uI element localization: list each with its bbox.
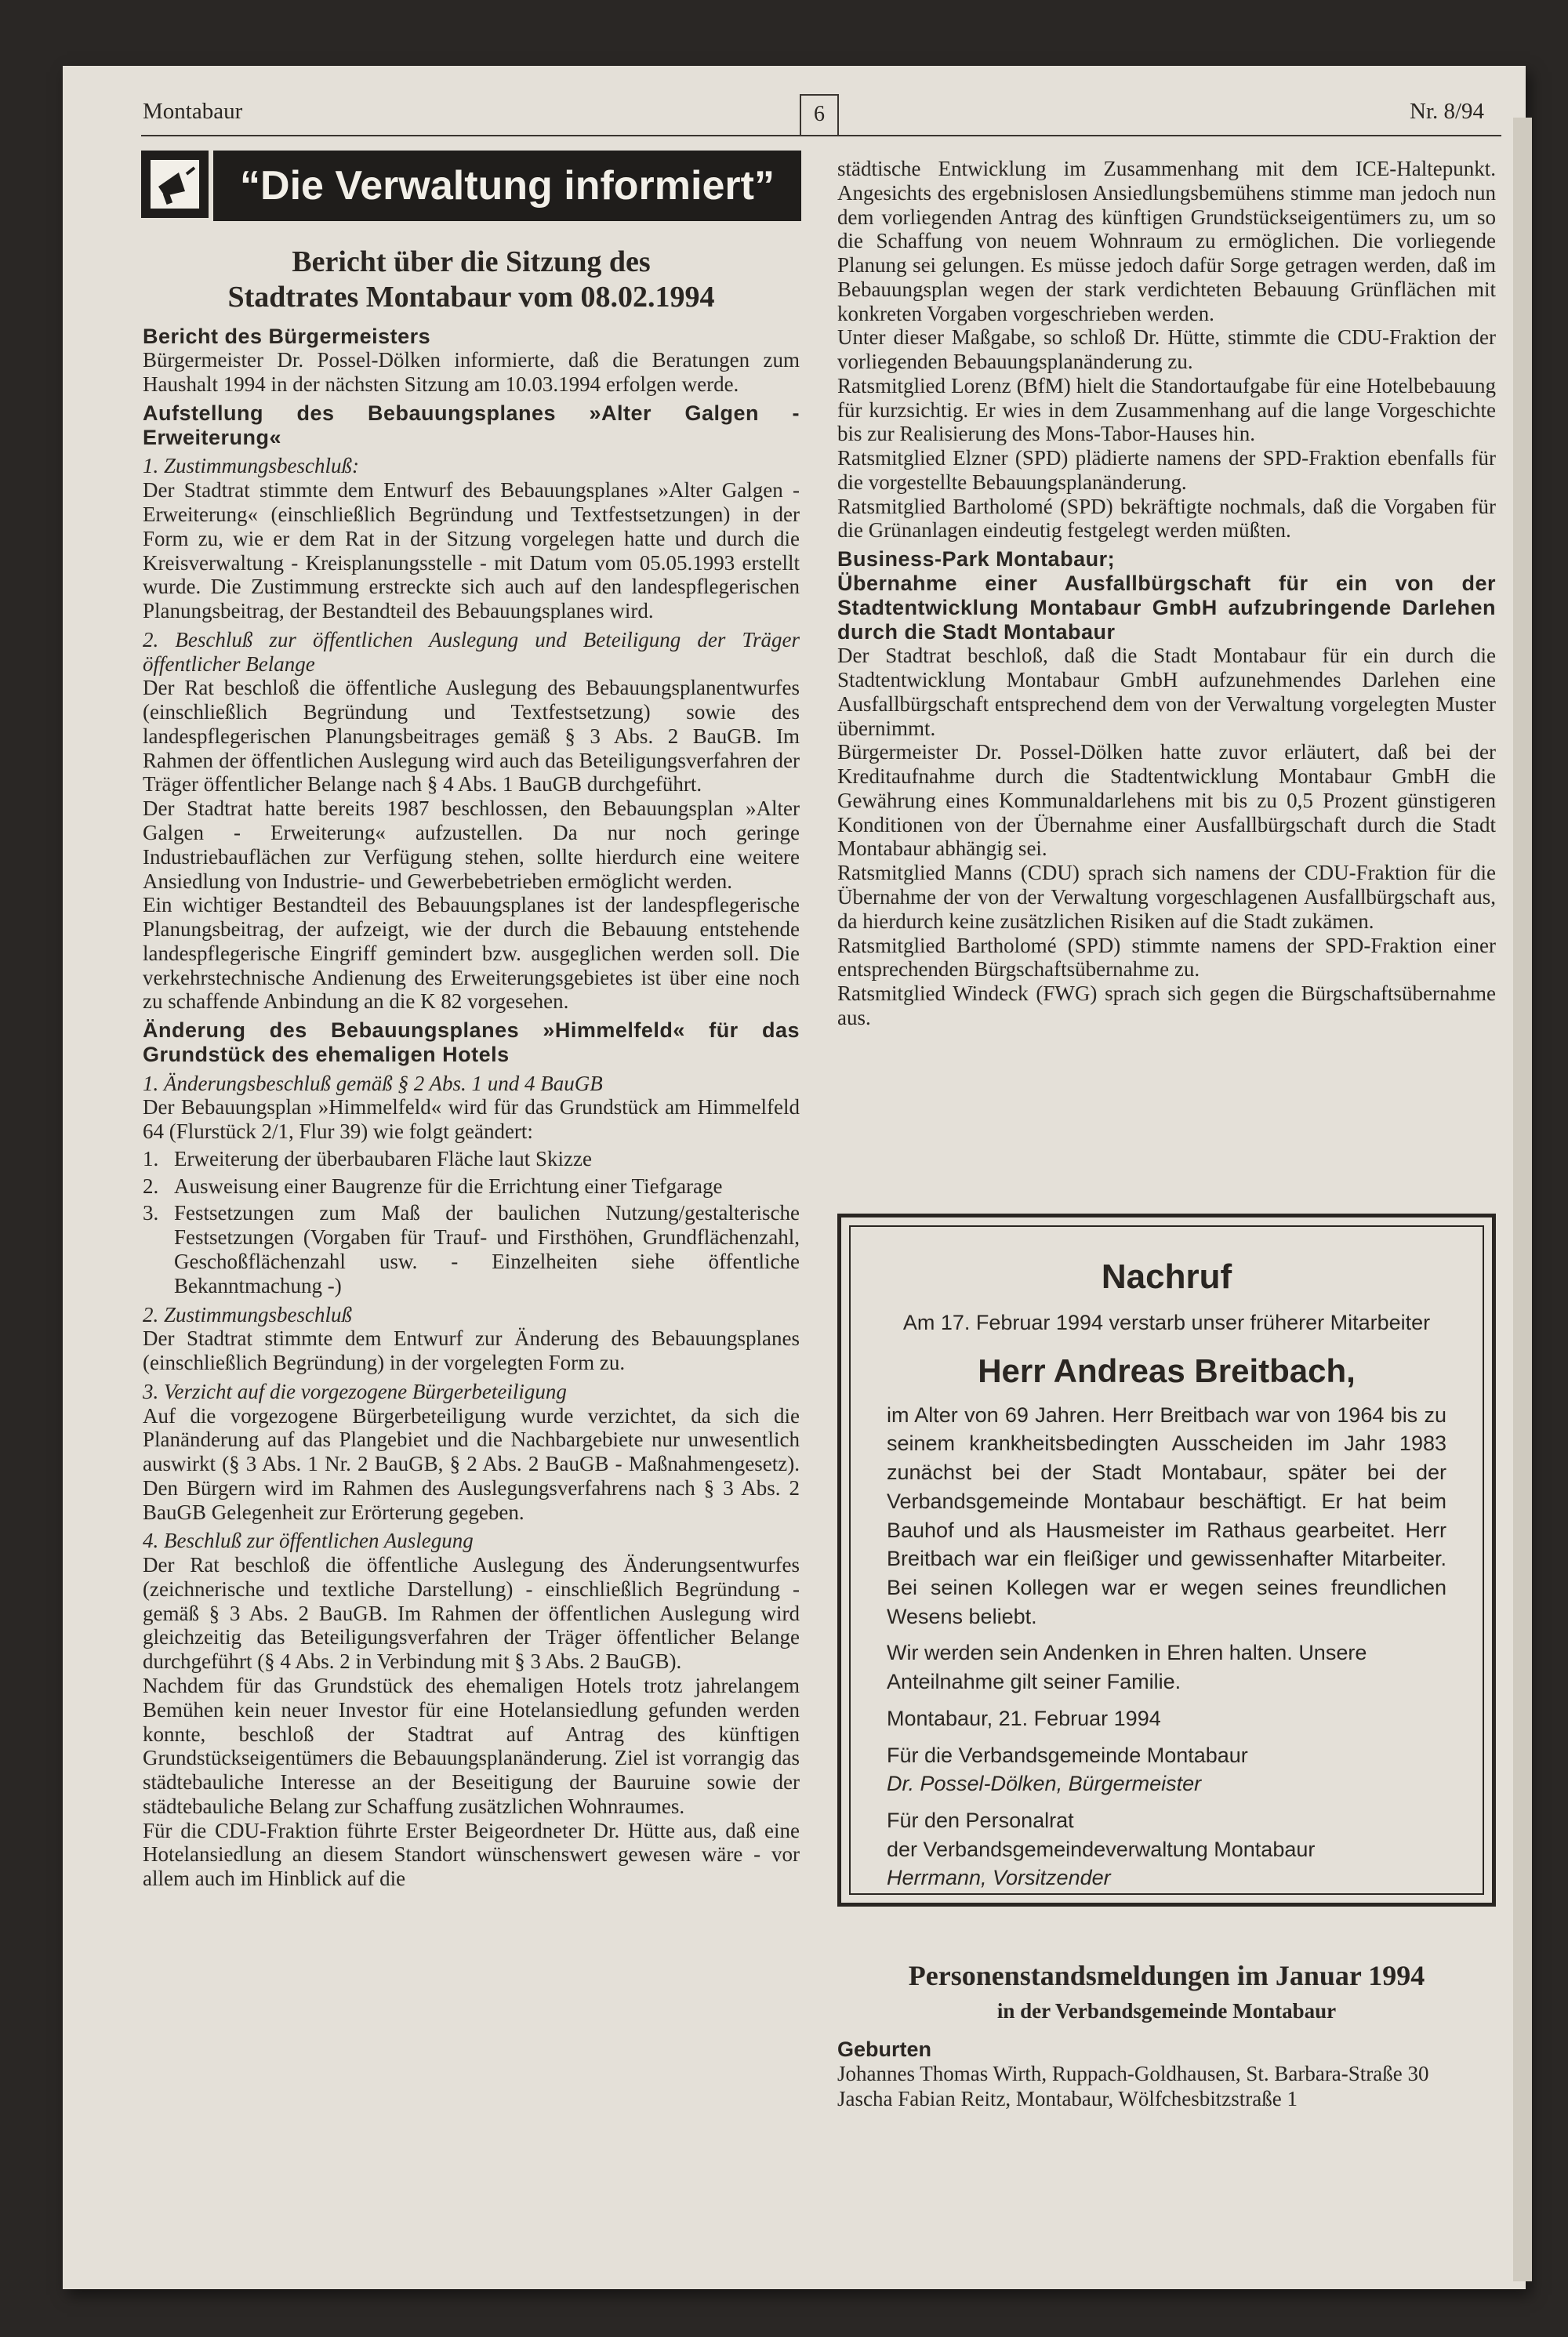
- paragraph: Ratsmitglied Lorenz (BfM) hielt die Standortaufgabe für eine Hotelbebauung für kurzsichtig. Er wies in dem Zusammenhang auf die lange Vorgeschichte bis zur Realisierung des Mons-Tabor-Hauses hin.: [837, 373, 1496, 446]
- section-heading: Übernahme einer Ausfallbürgschaft für ein von der Stadtentwicklung Montabaur GmbH aufzubringende Darlehen durch die Stadt Montabaur: [837, 572, 1496, 644]
- obituary-intro: Am 17. Februar 1994 verstarb unser früherer Mitarbeiter: [902, 1310, 1431, 1334]
- right-column: [837, 157, 1496, 1030]
- subheading: 2. Zustimmungsbeschluß: [143, 1302, 353, 1326]
- list-item: Jascha Fabian Reitz, Montabaur, Wölfchesbitzstraße 1: [837, 2086, 1298, 2110]
- paragraph: Bürgermeister Dr. Possel-Dölken informierte, daß die Beratungen zum Haushalt 1994 in der nächsten Sitzung am 10.03.1994 erfolgen werde.: [143, 348, 800, 397]
- list-item: Johannes Thomas Wirth, Ruppach-Goldhausen, St. Barbara-Straße 30: [837, 2062, 1429, 2086]
- paragraph: Der Rat beschloß die öffentliche Auslegung des Änderungsentwurfes (zeichnerische und textliche Darstellung) - einschließlich Begründung - gemäß § 3 Abs. 2 BauGB. Im Rahmen der öffentlichen Auslegung wird gleichzeitig das Beteiligungsverfahren der Träger öffentlicher Belange durchgeführt (§ 4 Abs. 2 in Verbindung mit § 3 Abs. 2 BauGB).: [143, 1553, 800, 1674]
- article-title-line2: Stadtrates Montabaur vom 08.02.1994: [227, 280, 715, 314]
- paragraph: Ratsmitglied Bartholomé (SPD) bekräftigte nochmals, daß die Vorgaben für die Grünanlagen eindeutig festgelegt werden müßten.: [837, 494, 1496, 543]
- obituary-box: [837, 1214, 1496, 1907]
- signature-name: Herrmann, Vorsitzender: [887, 1866, 1111, 1890]
- header-town: Montabaur: [143, 99, 243, 124]
- signature-name: Dr. Possel-Dölken, Bürgermeister: [887, 1772, 1202, 1796]
- header-issue: Nr. 8/94: [1410, 99, 1485, 124]
- left-column: [143, 245, 800, 1891]
- births-heading: Geburten: [837, 2038, 932, 2062]
- paragraph: Der Stadtrat hatte bereits 1987 beschlossen, den Bebauungsplan »Alter Galgen - Erweiterung« aufzustellen. Da nur noch geringe Industriebauflächen zur Verfügung stehen, sollte hierdurch eine weitere Ansiedlung von Industrie- und Gewerbebetrieben ermöglicht werden.: [143, 797, 800, 893]
- paragraph: Bürgermeister Dr. Possel-Dölken hatte zuvor erläutert, daß bei der Kreditaufnahme durch die Stadtentwicklung Montabaur GmbH die Gewährung eines Kommunaldarlehens mit bis zu 0,5 Prozent günstigeren Konditionen von der Übernahme einer Ausfallbürgschaft durch die Stadt Montabaur abhängig sei.: [837, 740, 1496, 861]
- paragraph: Für die CDU-Fraktion führte Erster Beigeordneter Dr. Hütte aus, daß eine Hotelansiedlung an diesem Standort wünschenswert gewesen wäre - vor allem auch im Hinblick auf die: [143, 1818, 800, 1891]
- page-number: 6: [800, 94, 839, 136]
- page-edge: [1513, 118, 1532, 2281]
- paragraph: Der Rat beschloß die öffentliche Auslegung des Bebauungsplanentwurfes (einschließlich Begründung und Textfestsetzung) sowie des landespflegerischen Planungsbeitrages gemäß § 3 Abs. 2 BauGB. Im Rahmen der öffentlichen Auslegung wird auch das Beteiligungsverfahren der Träger öffentlicher Belange nach § 4 Abs. 1 BauGB durchgeführt.: [143, 676, 800, 797]
- section-heading: Änderung des Bebauungsplanes »Himmelfeld« für das Grundstück des ehemaligen Hotels: [143, 1018, 800, 1066]
- list-text: Ausweisung einer Baugrenze für die Errichtung einer Tiefgarage: [174, 1174, 723, 1198]
- paragraph: Ratsmitglied Bartholomé (SPD) stimmte namens der SPD-Fraktion einer entsprechenden Bürgschaftsübernahme zu.: [837, 933, 1496, 982]
- obituary-inner-frame: [849, 1225, 1484, 1895]
- paragraph: Der Stadtrat stimmte dem Entwurf des Bebauungsplanes »Alter Galgen - Erweiterung« (einschließlich Begründung und Textfestsetzungen) in der Form zu, wie er dem Rat in der Sitzung vorgelegen hatte und durch die Kreisverwaltung - Kreisplanungsstelle - mit Datum vom 05.05.1993 erstellt wurde. Die Zustimmung erstreckte sich auch auf den landespflegerischen Planungsbeitrag, der Bestandteil des Bebauungsplanes wird.: [143, 478, 800, 623]
- paragraph: Ein wichtiger Bestandteil des Bebauungsplanes ist der landespflegerische Planungsbeitrag, der aufzeigt, wie der durch die Bebauung entstehende landespflegerische Eingriff gemindert bzw. ausgeglichen werden soll. Die verkehrstechnische Andienung des Erweiterungsgebietes ist über eine noch zu schaffende Anbindung an die K 82 vorgesehen.: [143, 893, 800, 1014]
- list-text: Festsetzungen zum Maß der baulichen Nutzung/gestalterische Festsetzungen (Vorgaben für Trauf- und Firsthöhen, Grundflächenzahl, Geschoßflächenzahl usw. - Einzelheiten siehe öffentliche Bekanntmachung -): [174, 1201, 800, 1297]
- obituary-body: im Alter von 69 Jahren. Herr Breitbach war von 1964 bis zu seinem krankheitsbedingten Ausscheiden im Jahr 1983 zunächst bei der Stadt Montabaur, später bei der Verbandsgemeinde Montabaur beschäftigt. Er hat beim Bauhof und als Hausmeister im Rathaus gearbeitet. Herr Breitbach war ein fleißiger und gewissenhafter Mitarbeiter. Bei seinen Kollegen war er wegen seines freundlichen Wesens beliebt.: [887, 1403, 1446, 1628]
- list-text: Erweiterung der überbaubaren Fläche laut Skizze: [174, 1146, 593, 1170]
- obituary-place-date: Montabaur, 21. Februar 1994: [887, 1706, 1161, 1730]
- list-item: [143, 1174, 800, 1199]
- paragraph: Ratsmitglied Windeck (FWG) sprach sich gegen die Bürgschaftsübernahme aus.: [837, 982, 1496, 1029]
- signature-org: Für den Personalrat: [887, 1809, 1074, 1832]
- header-rule: [141, 135, 1501, 136]
- paragraph: Unter dieser Maßgabe, so schloß Dr. Hütte, stimmte die CDU-Fraktion der vorliegenden Bebauungsplanänderung zu.: [837, 325, 1496, 374]
- paragraph: Ratsmitglied Elzner (SPD) plädierte namens der SPD-Fraktion ebenfalls für die vorgestellte Bebauungsplanänderung.: [837, 446, 1496, 494]
- paragraph: städtische Entwicklung im Zusammenhang mit dem ICE-Haltepunkt. Angesichts des ergebnislosen Ansiedlungsbemühens stimme man jedoch nun dem vorliegenden Antrag des künftigen Grundstückseigentümers zu, um so die Schaffung von neuem Wohnraum zu ermöglichen. Die vorliegende Planung sei gelungen. Es müsse jedoch dafür Sorge getragen werden, daß im Bebauungsplan wegen der stark verdichteten Bebauung Grünflächen mit konkreten Vorgaben vorgeschrieben werden.: [837, 157, 1496, 325]
- list-number: 3.: [143, 1201, 159, 1225]
- subheading: 4. Beschluß zur öffentlichen Auslegung: [143, 1529, 474, 1553]
- obituary-title: Nachruf: [1101, 1257, 1232, 1296]
- amendment-list: [143, 1147, 800, 1298]
- paragraph: Ratsmitglied Manns (CDU) sprach sich namens der CDU-Fraktion für die Übernahme der von der Verwaltung vorgeschlagenen Ausfallbürgschaft aus, da hierdurch keine zusätzlichen Risiken auf die Stadt zukämen.: [837, 861, 1496, 933]
- subheading: 1. Änderungsbeschluß gemäß § 2 Abs. 1 und 4 BauGB: [143, 1071, 603, 1095]
- paragraph: Der Stadtrat beschloß, daß die Stadt Montabaur für ein durch die Stadtentwicklung Montabaur GmbH aufzunehmendes Darlehen eine Ausfallbürgschaft entsprechend dem von der Verwaltung vorgelegten Muster übernimmt.: [837, 644, 1496, 740]
- list-number: 1.: [143, 1146, 159, 1170]
- civil-registry-section: [837, 1960, 1496, 2111]
- registry-subtitle: in der Verbandsgemeinde Montabaur: [996, 1998, 1337, 2023]
- paragraph: Auf die vorgezogene Bürgerbeteiligung wurde verzichtet, da sich die Planänderung auf das Plangebiet und die Nachbargebiete nur unwesentlich auswirkt (§ 3 Abs. 1 Nr. 2 BauGB, § 2 Abs. 2 BauGB - Maßnahmengesetz). Den Bürgern wird im Rahmen des Auslegungsverfahrens nach § 3 Abs. 2 BauGB Gelegenheit zur Erörterung gegeben.: [143, 1403, 800, 1524]
- section-heading: Business-Park Montabaur;: [837, 547, 1116, 572]
- paragraph: Der Stadtrat stimmte dem Entwurf zur Änderung des Bebauungsplanes (einschließlich Begründung) in der vorgelegten Form zu.: [143, 1326, 800, 1375]
- section-heading: Bericht des Bürgermeisters: [143, 324, 431, 348]
- section-banner: [141, 151, 801, 221]
- obituary-remembrance: Wir werden sein Andenken in Ehren halten. Unsere Anteilnahme gilt seiner Familie.: [887, 1641, 1367, 1694]
- list-item: [143, 1147, 800, 1171]
- obituary-name: Herr Andreas Breitbach,: [978, 1352, 1356, 1389]
- paragraph: Der Bebauungsplan »Himmelfeld« wird für das Grundstück am Himmelfeld 64 (Flurstück 2/1, Flur 39) wie folgt geändert:: [143, 1095, 800, 1144]
- section-heading: Aufstellung des Bebauungsplanes »Alter Galgen - Erweiterung«: [143, 401, 800, 449]
- banner-title: “Die Verwaltung informiert”: [213, 151, 801, 221]
- subheading: 2. Beschluß zur öffentlichen Auslegung und Beteiligung der Träger öffentlicher Belange: [143, 627, 800, 676]
- article-title-line1: Bericht über die Sitzung des: [292, 245, 651, 278]
- megaphone-icon: [141, 151, 209, 218]
- subheading: 3. Verzicht auf die vorgezogene Bürgerbeteiligung: [143, 1379, 567, 1403]
- list-item: [143, 1201, 800, 1297]
- article-title: [143, 245, 800, 315]
- subheading: 1. Zustimmungsbeschluß:: [143, 454, 359, 478]
- signature-org: Für die Verbandsgemeinde Montabaur: [887, 1743, 1248, 1767]
- registry-title: Personenstandsmeldungen im Januar 1994: [908, 1960, 1425, 1991]
- signature-org: der Verbandsgemeindeverwaltung Montabaur: [887, 1837, 1316, 1861]
- list-number: 2.: [143, 1174, 159, 1198]
- paragraph: Nachdem für das Grundstück des ehemaligen Hotels trotz jahrelangem Bemühen kein neuer Investor für eine Hotelansiedlung gefunden werden konnte, beschloß der Stadtrat auf Antrag des künftigen Grundstückseigentümers die Bebauungsplanänderung. Ziel ist vorrangig das städtebauliche Interesse an der Beseitigung der Bauruine sowie der städtebauliche Belang zur Schaffung zusätzlichen Wohnraumes.: [143, 1674, 800, 1818]
